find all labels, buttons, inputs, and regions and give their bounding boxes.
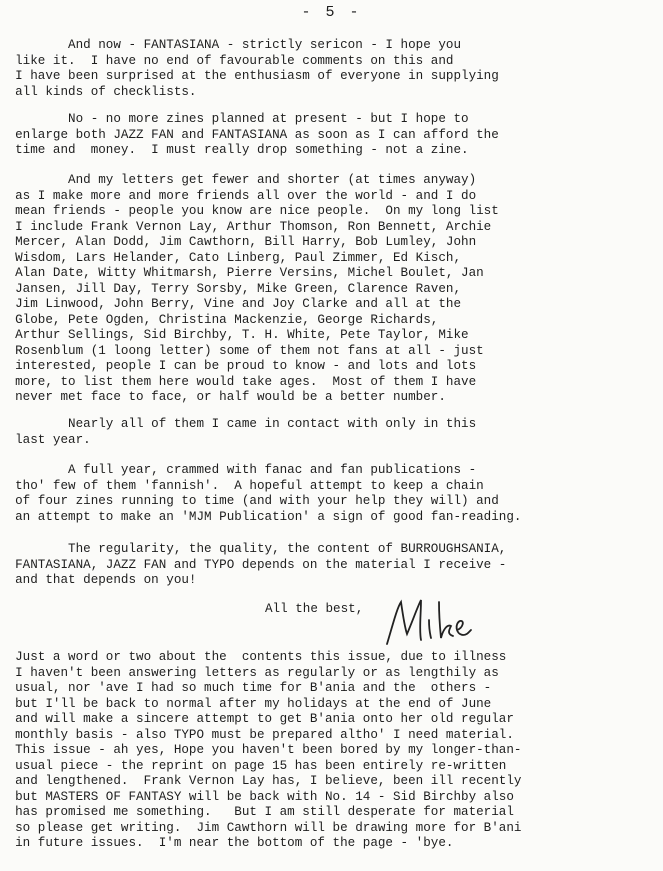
text-line: of four zines running to time (and with your help they will) and: [0, 494, 499, 508]
text-line: and lengthened. Frank Vernon Lay has, I believe, been ill recently: [0, 774, 522, 788]
text-line: I haven't been answering letters as regularly or as lengthily as: [0, 665, 499, 680]
text-line: This issue - ah yes, Hope you haven't been bored by my longer-than-: [0, 743, 522, 757]
paragraph-no-more-zines: [0, 112, 663, 159]
text-line: And now - FANTASIANA - strictly sericon - I hope you: [0, 38, 462, 52]
text-line: Jansen, Jill Day, Terry Sorsby, Mike Green, Clarence Raven,: [0, 281, 462, 296]
paragraph-friends-list: [0, 173, 663, 406]
text-line: but I'll be back to normal after my holidays at the end of June: [0, 696, 492, 711]
paragraph-regularity: [0, 542, 663, 589]
text-line: usual, nor 'ave I had so much time for B'ania and the others -: [0, 681, 492, 695]
paragraph-nearly-all: [0, 417, 663, 448]
text-line: Arthur Sellings, Sid Birchby, T. H. White, Pete Taylor, Mike: [0, 328, 469, 342]
text-line: Mercer, Alan Dodd, Jim Cawthorn, Bill Harry, Bob Lumley, John: [0, 235, 477, 249]
text-line: monthly basis - also TYPO must be prepared altho' I need material.: [0, 727, 514, 742]
text-line: Wisdom, Lars Helander, Cato Linberg, Paul Zimmer, Ed Kisch,: [0, 250, 462, 265]
text-line: but MASTERS OF FANTASY will be back with No. 14 - Sid Birchby also: [0, 789, 514, 804]
text-line: I include Frank Vernon Lay, Arthur Thomson, Ron Bennett, Archie: [0, 219, 492, 234]
text-line: never met face to face, or half would be a better number.: [0, 390, 446, 404]
text-line: like it. I have no end of favourable comments on this and: [0, 53, 454, 68]
text-line: usual piece - the reprint on page 15 has been entirely re-written: [0, 758, 507, 773]
text-line: last year.: [0, 432, 91, 447]
handwritten-signature: [383, 594, 473, 650]
text-line: The regularity, the quality, the content of BURROUGHSANIA,: [0, 542, 507, 556]
text-line: time and money. I must really drop something - not a zine.: [0, 143, 469, 157]
paragraph-issue-notes: [0, 650, 663, 852]
paragraph-full-year: [0, 463, 663, 525]
page-number: - 5 -: [301, 4, 362, 21]
text-line: Rosenblum (1 loong letter) some of them not fans at all - just: [0, 343, 484, 358]
text-line: has promised me something. But I am still desperate for material: [0, 805, 514, 819]
text-line: and will make a sincere attempt to get B'ania onto her old regular: [0, 712, 514, 726]
text-line: mean friends - people you know are nice people. On my long list: [0, 204, 499, 218]
text-line: interested, people I can be proud to know - and lots and lots: [0, 359, 477, 373]
text-line: I have been surprised at the enthusiasm of everyone in supplying: [0, 69, 499, 83]
text-line: Alan Date, Witty Whitmarsh, Pierre Versins, Michel Boulet, Jan: [0, 266, 484, 280]
text-line: No - no more zines planned at present - but I hope to: [0, 112, 469, 126]
text-line: as I make more and more friends all over the world - and I do: [0, 188, 477, 203]
text-line: all kinds of checklists.: [0, 84, 197, 99]
text-line: FANTASIANA, JAZZ FAN and TYPO depends on the material I receive -: [0, 557, 507, 572]
text-line: And my letters get fewer and shorter (at times anyway): [0, 173, 477, 187]
paragraph-fantasiana: [0, 38, 663, 100]
text-line: A full year, crammed with fanac and fan publications -: [0, 463, 477, 477]
closing-line: All the best,: [265, 602, 364, 616]
text-line: more, to list them here would take ages. Most of them I have: [0, 374, 477, 389]
text-line: enlarge both JAZZ FAN and FANTASIANA as soon as I can afford the: [0, 127, 499, 142]
sign-off: [265, 594, 565, 654]
text-line: Jim Linwood, John Berry, Vine and Joy Clarke and all at the: [0, 297, 462, 311]
text-line: in future issues. I'm near the bottom of the page - 'bye.: [0, 836, 454, 850]
text-line: and that depends on you!: [0, 573, 197, 587]
text-line: Nearly all of them I came in contact with only in this: [0, 417, 477, 431]
text-line: Globe, Pete Ogden, Christina Mackenzie, George Richards,: [0, 312, 439, 327]
text-line: an attempt to make an 'MJM Publication' a sign of good fan-reading.: [0, 509, 522, 524]
text-line: Just a word or two about the contents this issue, due to illness: [0, 650, 507, 664]
text-line: tho' few of them 'fannish'. A hopeful attempt to keep a chain: [0, 478, 484, 493]
text-line: so please get writing. Jim Cawthorn will be drawing more for B'ani: [0, 820, 522, 835]
